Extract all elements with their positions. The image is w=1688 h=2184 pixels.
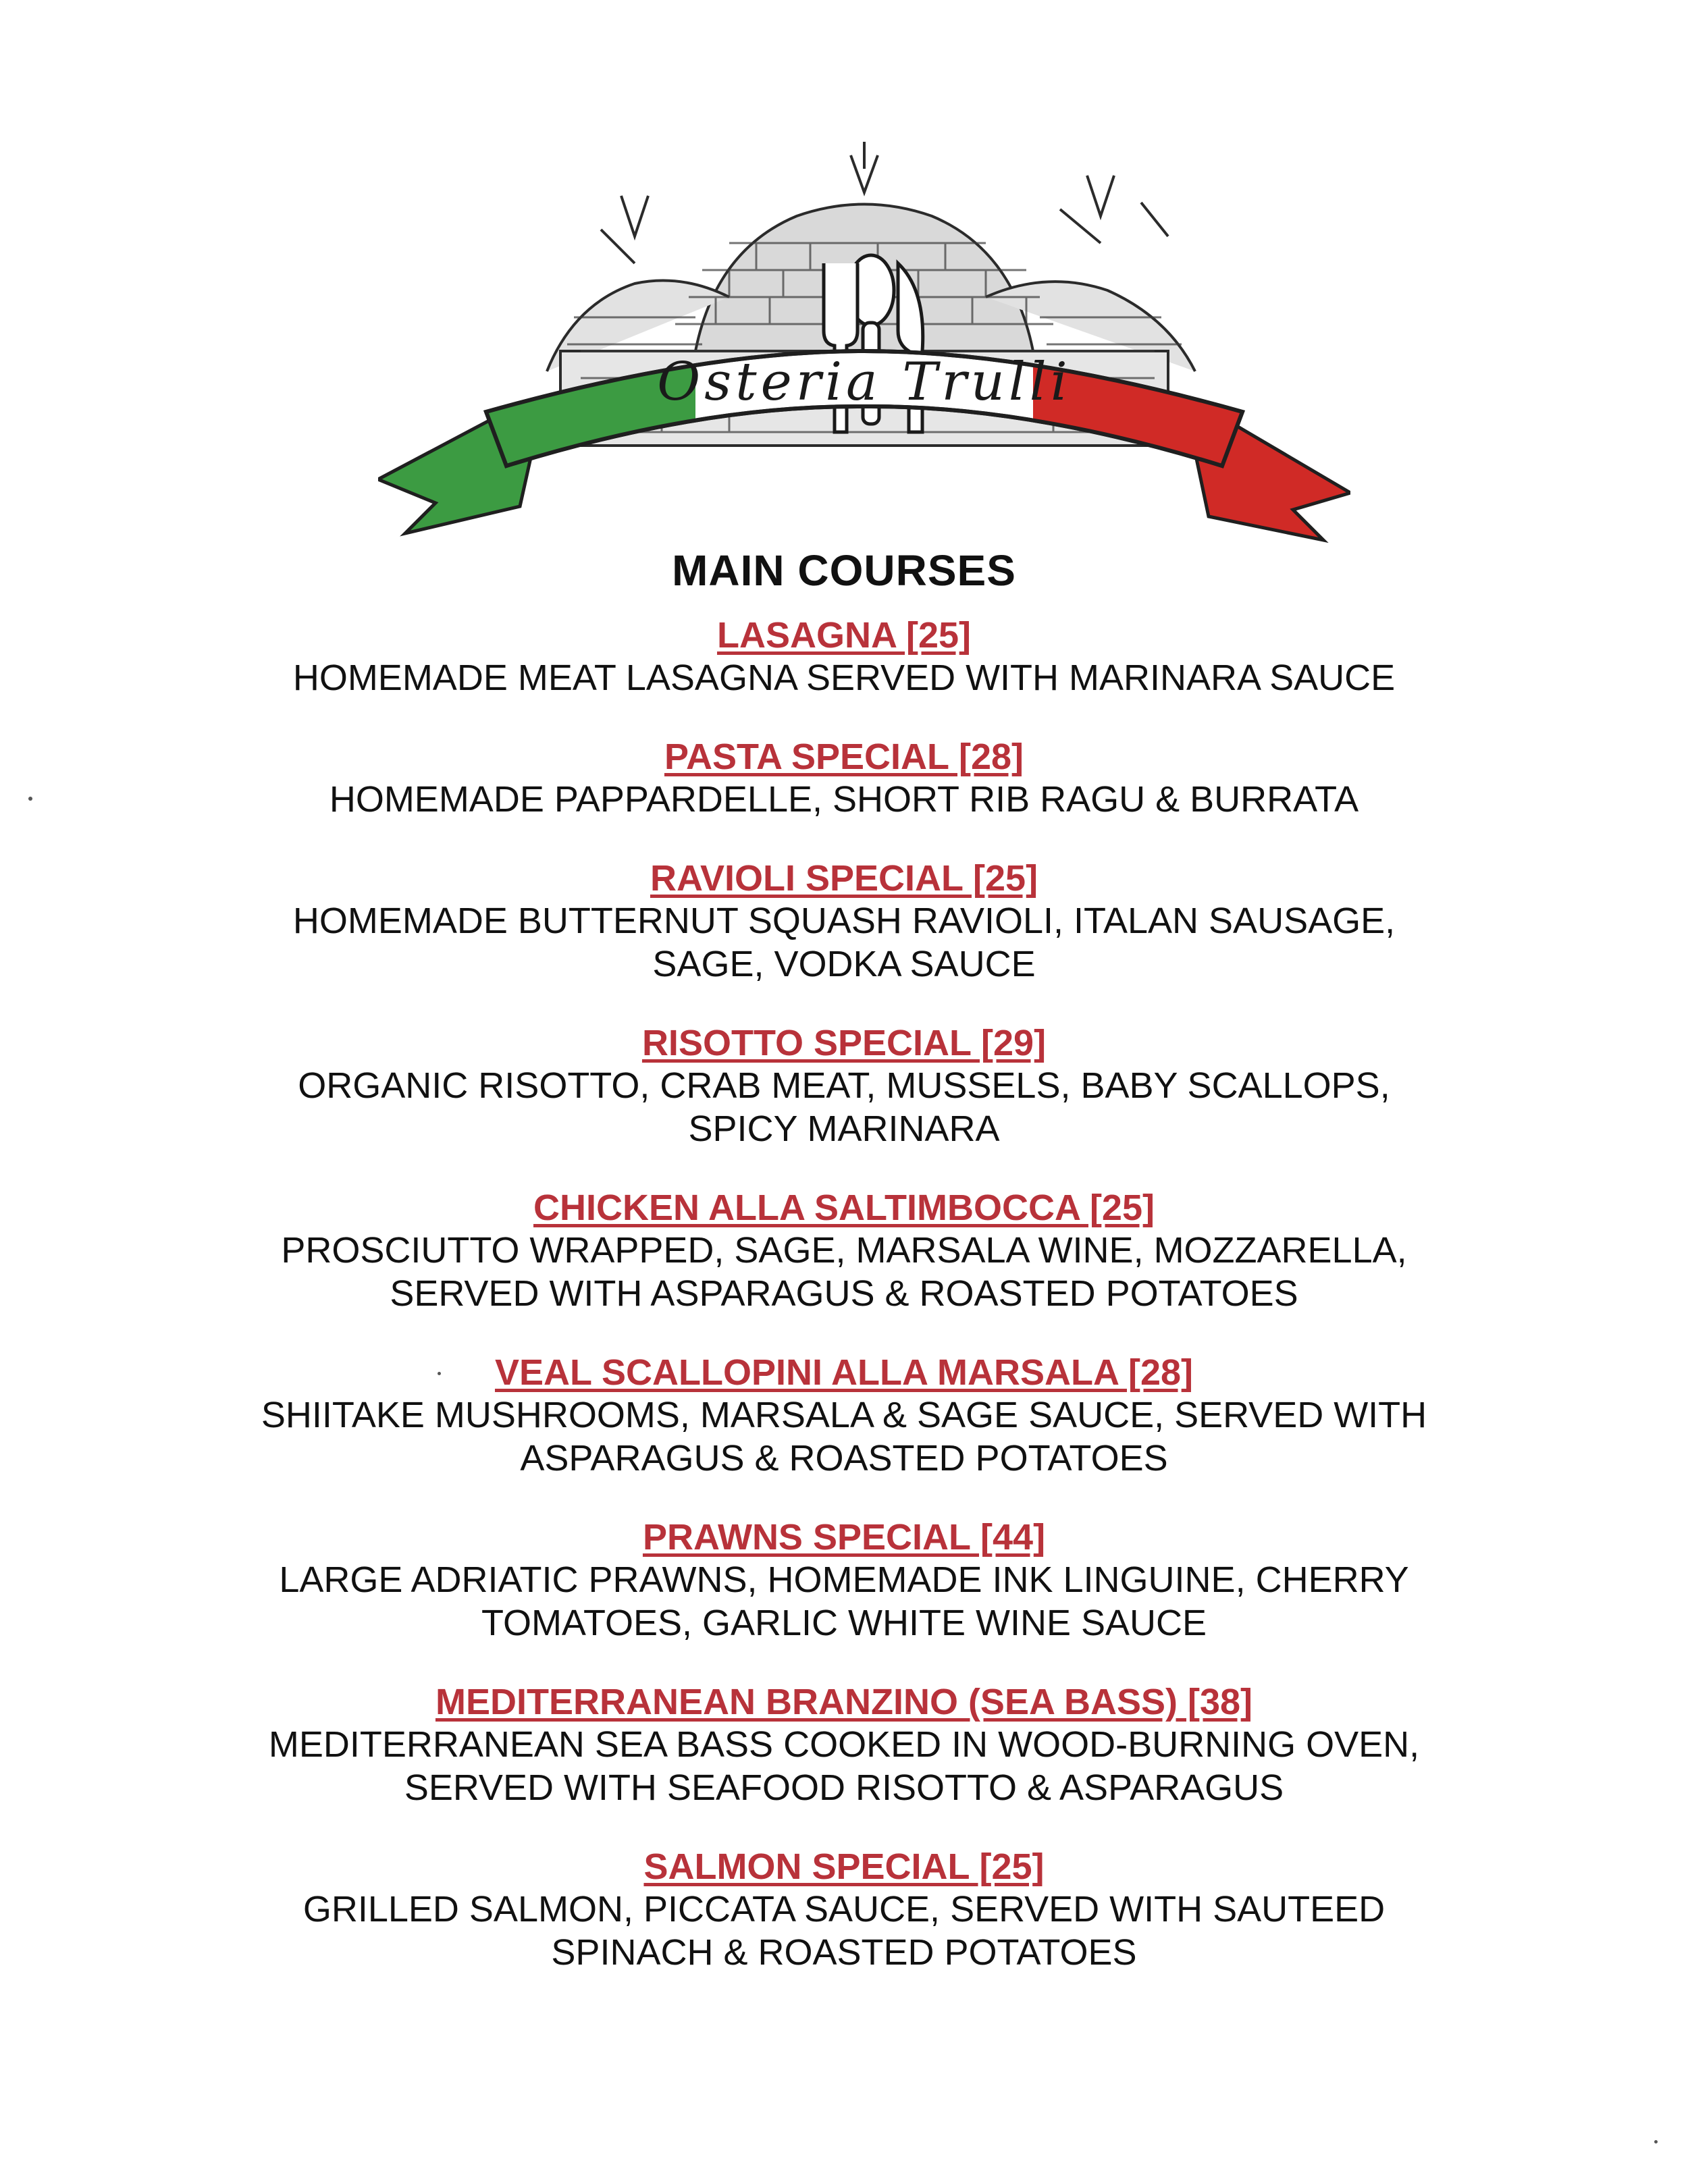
menu-item: [0, 1846, 1688, 1974]
item-name: PASTA SPECIAL [28]: [664, 737, 1024, 777]
item-name: MEDITERRANEAN BRANZINO (SEA BASS) [38]: [435, 1682, 1253, 1722]
item-description: LARGE ADRIATIC PRAWNS, HOMEMADE INK LINGUINE, CHERRY TOMATOES, GARLIC WHITE WINE SAUCE: [279, 1560, 1409, 1643]
item-name: SALMON SPECIAL [25]: [643, 1846, 1045, 1887]
menu-title: MAIN COURSES: [672, 546, 1016, 595]
item-description: HOMEMADE BUTTERNUT SQUASH RAVIOLI, ITALAN SAUSAGE, SAGE, VODKA SAUCE: [292, 901, 1396, 984]
item-name: RAVIOLI SPECIAL [25]: [650, 858, 1038, 899]
item-description: HOMEMADE MEAT LASAGNA SERVED WITH MARINARA SAUCE: [292, 658, 1396, 698]
menu-item: [0, 1352, 1688, 1480]
item-description: HOMEMADE PAPPARDELLE, SHORT RIB RAGU & BURRATA: [329, 779, 1359, 820]
restaurant-logo: [378, 128, 1350, 547]
svg-text:Osteria Trulli: Osteria Trulli: [657, 352, 1072, 412]
item-name: LASAGNA [25]: [716, 615, 972, 656]
item-name: VEAL SCALLOPINI ALLA MARSALA [28]: [494, 1352, 1193, 1393]
scan-speck: [438, 1372, 441, 1375]
item-name: CHICKEN ALLA SALTIMBOCCA [25]: [533, 1188, 1155, 1228]
item-description: GRILLED SALMON, PICCATA SAUCE, SERVED WITH SAUTEED SPINACH & ROASTED POTATOES: [302, 1889, 1386, 1973]
menu-item: [0, 1681, 1688, 1809]
menu-item: [0, 1022, 1688, 1150]
menu-item: [0, 1516, 1688, 1645]
menu-list: [0, 614, 1688, 1974]
item-description: ORGANIC RISOTTO, CRAB MEAT, MUSSELS, BABY SCALLOPS, SPICY MARINARA: [298, 1065, 1390, 1149]
item-description: MEDITERRANEAN SEA BASS COOKED IN WOOD-BURNING OVEN, SERVED WITH SEAFOOD RISOTTO & ASPARAGUS: [268, 1724, 1420, 1808]
menu-item: [0, 857, 1688, 986]
scan-speck: [1654, 2140, 1658, 2143]
menu-item: [0, 1187, 1688, 1315]
scan-speck: [28, 797, 32, 801]
item-name: PRAWNS SPECIAL [44]: [642, 1517, 1046, 1557]
item-description: PROSCIUTTO WRAPPED, SAGE, MARSALA WINE, MOZZARELLA, SERVED WITH ASPARAGUS & ROASTED POTATOES: [281, 1230, 1407, 1314]
menu-item: [0, 614, 1688, 699]
item-name: RISOTTO SPECIAL [29]: [641, 1023, 1047, 1063]
menu-item: [0, 736, 1688, 821]
item-description: SHIITAKE MUSHROOMS, MARSALA & SAGE SAUCE, SERVED WITH ASPARAGUS & ROASTED POTATOES: [261, 1395, 1427, 1479]
